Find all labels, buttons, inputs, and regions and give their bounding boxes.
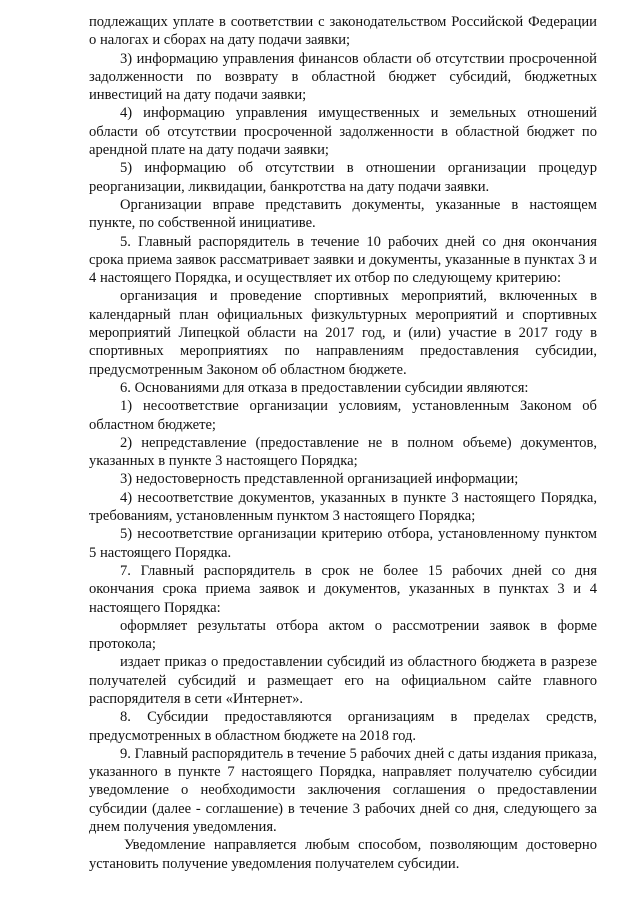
paragraph-clause-5: 5. Главный распорядитель в течение 10 рабочих дней со дня окончания срока приема заявок рассматривает заявки и документы, указанные в пунктах 3 и 4 настоящего Порядка, и осуществляет их отбор по следующему критерию: (89, 233, 597, 287)
paragraph-item-4: 4) информацию управления имущественных и земельных отношений области об отсутствии просроченной задолженности в областной бюджет по арендной плате на дату подачи заявки; (89, 105, 597, 159)
paragraph-refusal-3: 3) недостоверность представленной организацией информации; (120, 471, 519, 488)
paragraph-clause-7: 7. Главный распорядитель в срок не более 15 рабочих дней со дня окончания срока приема заявок и документов, указанных в пунктах 3 и 4 настоящего Порядка: (89, 562, 597, 616)
paragraph-continuation: подлежащих уплате в соответствии с законодательством Российской Федерации о налогах и сборах на дату подачи заявки; (89, 14, 597, 49)
paragraph-notification: Уведомление направляется любым способом, позволяющим достоверно установить получение уведомления получателем субсидии. (89, 837, 597, 872)
paragraph-selection-criterion: организация и проведение спортивных мероприятий, включенных в календарный план официальных физкультурных мероприятий и спортивных мероприятий Липецкой области на 2017 год, и (или) участие в 2017 году в спортивных мероприятиях по направлениям предоставления субсидии, предусмотренным Законом об областном бюджете. (89, 288, 597, 378)
paragraph-refusal-2: 2) непредставление (предоставление не в полном объеме) документов, указанных в пункте 3 настоящего Порядка; (89, 434, 597, 470)
document-page (89, 13, 597, 873)
paragraph-refusal-5: 5) несоответствие организации критерию отбора, установленному пунктом 5 настоящего Порядка. (89, 526, 597, 561)
paragraph-order: издает приказ о предоставлении субсидий из областного бюджета в разрезе получателей субсидий и размещает его на официальном сайте главного распорядителя в сети «Интернет». (89, 654, 597, 707)
paragraph-refusal-4: 4) несоответствие документов, указанных в пункте 3 настоящего Порядка, требованиям, установленным пунктом 3 настоящего Порядка; (89, 489, 597, 525)
paragraph-refusal-1: 1) несоответствие организации условиям, установленным Законом об областном бюджете; (89, 398, 597, 433)
paragraph-item-3: 3) информацию управления финансов области об отсутствии просроченной задолженности по возврату в областной бюджет субсидий, бюджетных инвестиций на дату подачи заявки; (89, 50, 597, 104)
paragraph-own-initiative: Организации вправе представить документы, указанные в настоящем пункте, по собственной инициативе. (89, 196, 597, 232)
paragraph-clause-9: 9. Главный распорядитель в течение 5 рабочих дней с даты издания приказа, указанного в пункте 7 настоящего Порядка, направляет получателю субсидии уведомление о необходимости заключения соглашения о предоставлении субсидии (далее - соглашение) в течение 3 рабочих дней со дня, следующего за днем получения уведомления. (89, 745, 597, 836)
paragraph-clause-6: 6. Основаниями для отказа в предоставлении субсидии являются: (120, 379, 529, 396)
paragraph-item-5: 5) информацию об отсутствии в отношении организации процедур реорганизации, ликвидации, банкротства на дату подачи заявки. (89, 160, 597, 195)
paragraph-protocol: оформляет результаты отбора актом о рассмотрении заявок в форме протокола; (89, 617, 597, 653)
paragraph-clause-8: 8. Субсидии предоставляются организациям в пределах средств, предусмотренных в областном бюджете на 2018 год. (89, 709, 597, 744)
